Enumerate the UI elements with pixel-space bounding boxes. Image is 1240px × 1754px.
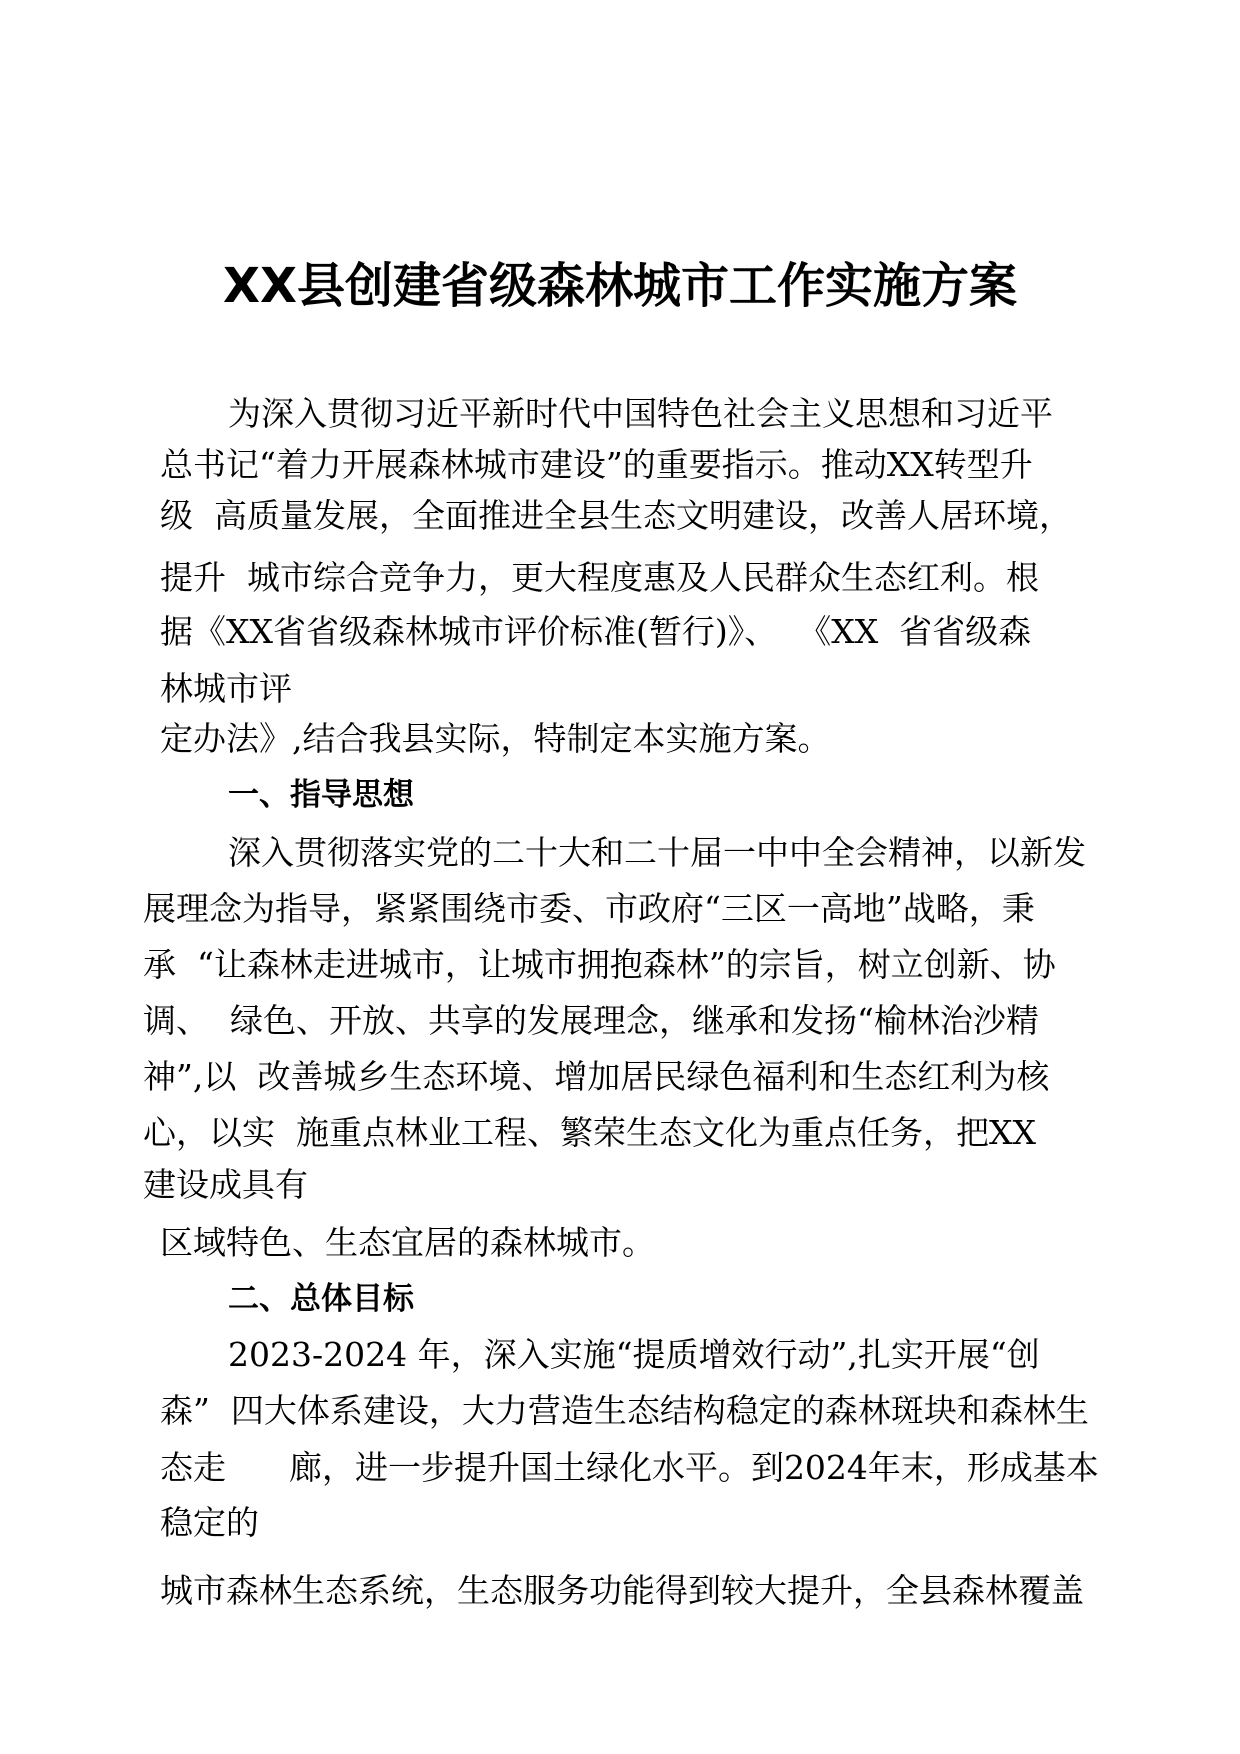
section-line: 承 “让森林走进城市，让城市拥抱森林”的宗旨，树立创新、协 [143,945,1056,984]
section-line: 展理念为指导，紧紧围绕市委、市政府“三区一高地”战略，秉 [143,889,1035,928]
section-heading: 一、指导思想 [228,777,414,813]
section-line: 态走 廊，进一步提升国土绿化水平。到2024年末，形成基本 [160,1448,1099,1487]
section-line: 神”,以 改善城乡生态环境、增加居民绿色福利和生态红利为核 [143,1057,1050,1096]
intro-line: 提升 城市综合竞争力，更大程度惠及人民群众生态红利。根 [160,558,1039,597]
section-line: 深入贯彻落实党的二十大和二十届一中中全会精神，以新发 [228,833,1086,872]
section-line: 稳定的 [160,1503,259,1542]
intro-line: 林城市评 [160,669,292,708]
section-line: 2023-2024 年，深入实施“提质增效行动”,扎实开展“创 [228,1335,1040,1374]
intro-line: 总书记“着力开展森林城市建设”的重要指示。推动XX转型升 [160,445,1033,484]
section-line: 城市森林生态系统，生态服务功能得到较大提升，全县森林覆盖 [160,1571,1084,1610]
document-title: XX县创建省级森林城市工作实施方案 [222,258,1018,314]
section-heading: 二、总体目标 [228,1281,414,1317]
intro-line: 为深入贯彻习近平新时代中国特色社会主义思想和习近平 [228,394,1053,433]
section-line: 区域特色、生态宜居的森林城市。 [160,1223,655,1262]
section-line: 森” 四大体系建设，大力营造生态结构稳定的森林斑块和森林生 [160,1391,1089,1430]
intro-line: 级 高质量发展，全面推进全县生态文明建设，改善人居环境， [160,496,1072,535]
section-line: 调、 绿色、开放、共享的发展理念，继承和发扬“榆林治沙精 [143,1001,1039,1040]
section-line: 建设成具有 [143,1165,308,1204]
intro-line: 定办法》,结合我县实际，特制定本实施方案。 [160,719,831,758]
intro-line: 据《XX省省级森林城市评价标准(暂行)》、 《XX 省省级森 [160,612,1032,651]
section-line: 心，以实 施重点林业工程、繁荣生态文化为重点任务，把XX [143,1113,1036,1152]
